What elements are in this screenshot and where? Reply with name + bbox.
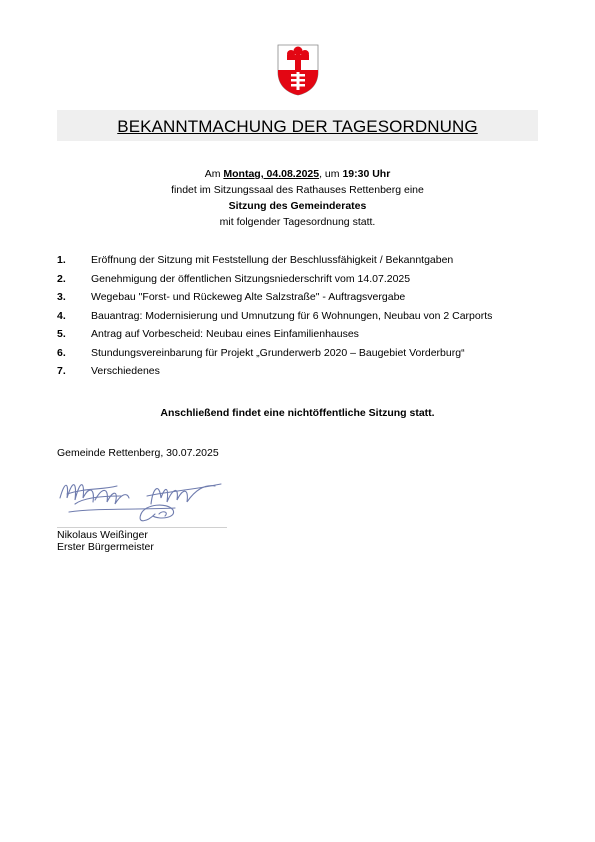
agenda-text: Genehmigung der öffentlichen Sitzungsniederschrift vom 14.07.2025 bbox=[91, 272, 411, 285]
signature-image bbox=[55, 468, 227, 526]
intro-line-location: findet im Sitzungssaal des Rathauses Rettenberg eine bbox=[171, 184, 424, 196]
agenda-text: Verschiedenes bbox=[91, 365, 160, 377]
agenda-item bbox=[57, 310, 557, 329]
agenda-number: 2. bbox=[57, 272, 66, 285]
title-band bbox=[57, 110, 538, 141]
agenda-text: Bauantrag: Modernisierung und Umnutzung für 6 Wohnungen, Neubau von 2 Carports bbox=[91, 309, 493, 322]
page-title: BEKANNTMACHUNG DER TAGESORDNUNG bbox=[117, 117, 478, 136]
intro-line-date bbox=[57, 166, 538, 182]
agenda-item bbox=[57, 273, 557, 292]
agenda-number: 7. bbox=[57, 365, 66, 377]
agenda-number: 4. bbox=[57, 309, 66, 322]
agenda-text: Wegebau "Forst- und Rückeweg Alte Salzstraße" - Auftragsvergabe bbox=[91, 291, 406, 303]
agenda-item bbox=[57, 254, 557, 273]
agenda-number: 5. bbox=[57, 328, 66, 340]
intro-line-agenda: mit folgender Tagesordnung statt. bbox=[219, 216, 376, 228]
signer-role: Erster Bürgermeister bbox=[57, 541, 154, 553]
meeting-date: Montag, 04.08.2025 bbox=[223, 168, 320, 180]
meeting-time: 19:30 Uhr bbox=[342, 168, 391, 180]
agenda-item bbox=[57, 347, 557, 366]
signer-name: Nikolaus Weißinger bbox=[57, 529, 148, 541]
coat-of-arms-icon bbox=[277, 44, 319, 96]
intro-prefix: Am bbox=[204, 168, 224, 180]
agenda-text: Eröffnung der Sitzung mit Feststellung der Beschlussfähigkeit / Bekanntgaben bbox=[91, 254, 454, 266]
agenda-item bbox=[57, 291, 557, 310]
agenda-list bbox=[57, 254, 557, 384]
agenda-number: 6. bbox=[57, 346, 66, 359]
signature-line bbox=[57, 527, 227, 528]
signer-block bbox=[57, 529, 154, 553]
agenda-number: 3. bbox=[57, 291, 66, 303]
agenda-text: Antrag auf Vorbescheid: Neubau eines Einfamilienhauses bbox=[91, 328, 359, 340]
place-date: Gemeinde Rettenberg, 30.07.2025 bbox=[57, 447, 219, 459]
closing-note: Anschließend findet eine nichtöffentliche Sitzung statt. bbox=[160, 407, 435, 419]
agenda-number: 1. bbox=[57, 254, 66, 266]
meeting-name: Sitzung des Gemeinderates bbox=[228, 200, 367, 212]
agenda-item bbox=[57, 328, 557, 347]
agenda-text: Stundungsvereinbarung für Projekt „Grunderwerb 2020 – Baugebiet Vorderburg“ bbox=[91, 346, 465, 359]
intro-middle: , um bbox=[319, 168, 343, 180]
intro-block bbox=[57, 166, 538, 230]
agenda-item bbox=[57, 365, 557, 384]
